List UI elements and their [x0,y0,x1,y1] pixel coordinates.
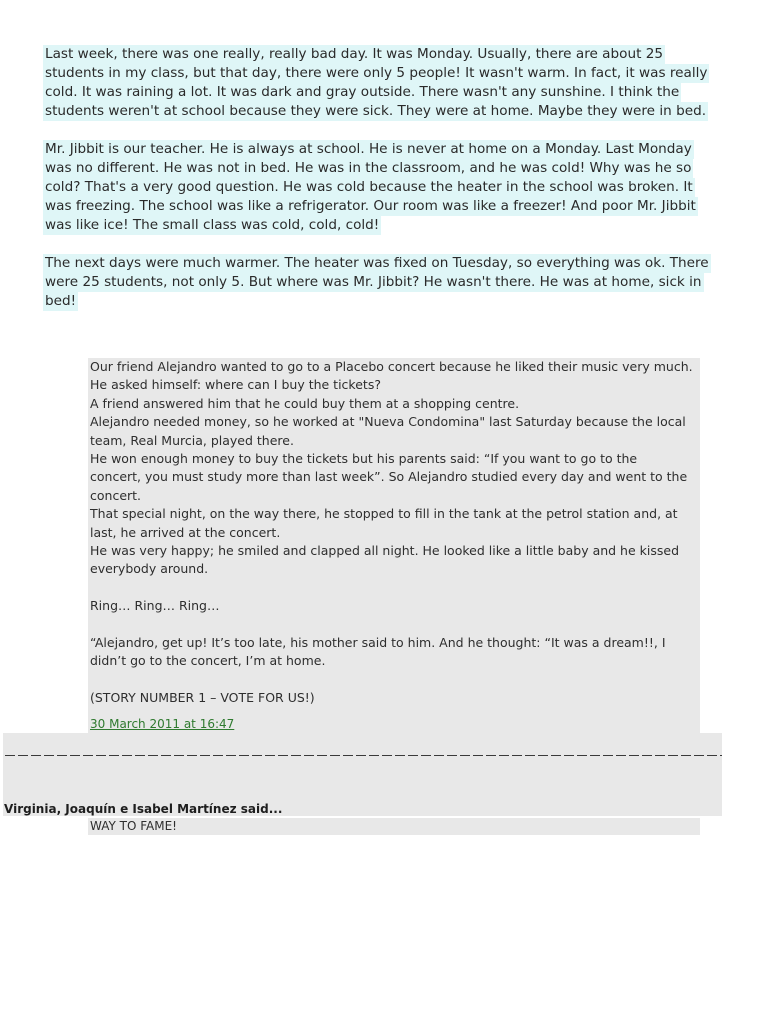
comment-line: everybody around. [90,561,209,577]
next-comment-text: WAY TO FAME! [90,819,177,833]
story-paragraph [43,45,711,121]
story-line: Mr. Jibbit is our teacher. He is always at school. He is never at home on a Monday. Last Monday [45,141,692,157]
comment-line: Alejandro needed money, so he worked at "Nueva Condomina" last Saturday because the local [90,414,686,430]
story-line: bed! [45,293,77,309]
comment-line: A friend answered him that he could buy them at a shopping centre. [90,395,520,411]
comment-line: team, Real Murcia, played there. [90,432,294,448]
story-line: was like ice! The small class was cold, cold, cold! [45,217,380,233]
comment-timestamp [88,715,700,733]
story-line: students in my class, but that day, there were only 5 people! It wasn't warm. In fact, it was really [45,65,708,81]
comment-body [88,358,700,579]
story-paragraph [43,254,711,311]
comment-ring-line: Ring… Ring… Ring… [90,598,220,614]
story-line: was freezing. The school was like a refrigerator. Our room was like a freezer! And poor Mr. Jibbit [45,198,696,214]
comment-timestamp-link[interactable]: 30 March 2011 at 16:47 [90,717,235,732]
comment-line: He was very happy; he smiled and clapped all night. He looked like a little baby and he kissed [90,542,680,558]
comment-vote-group [88,689,700,707]
comment-line: last, he arrived at the concert. [90,524,281,540]
comment-line: concert. [90,487,142,503]
story-text [43,45,711,330]
comment-line: He asked himself: where can I buy the tickets? [90,377,381,393]
story-line: was no different. He was not in bed. He was in the classroom, and he was cold! Why was he so [45,160,692,176]
story-line: cold? That's a very good question. He was cold because the heater in the school was broken. It [45,179,693,195]
comment-line: That special night, on the way there, he stopped to fill in the tank at the petrol station and, at [90,506,678,522]
comment-line: “Alejandro, get up! It’s too late, his mother said to him. And he thought: “It was a dream!!, I [90,634,666,650]
comment-line: concert, you must study more than last week”. So Alejandro studied every day and went to the [90,469,688,485]
next-comment-body [88,818,700,835]
comment-author: Virginia, Joaquín e Isabel Martínez said... [4,802,283,816]
story-line: cold. It was raining a lot. It was dark and gray outside. There wasn't any sunshine. I think the [45,84,680,100]
story-line: students weren't at school because they were sick. They were at home. Maybe they were in bed. [45,103,707,119]
story-line: Last week, there was one really, really bad day. It was Monday. Usually, there are about 25 [45,46,664,62]
comment-divider [5,755,722,756]
comment-line: didn’t go to the concert, I’m at home. [90,653,326,669]
comment-ending [88,634,700,671]
story-line: The next days were much warmer. The heater was fixed on Tuesday, so everything was ok. There [45,255,709,271]
comment-separator-band [3,733,722,816]
story-line: were 25 students, not only 5. But where was Mr. Jibbit? He wasn't there. He was at home, sick in [45,274,702,290]
comment-post [88,358,700,733]
comment-line: Our friend Alejandro wanted to go to a Placebo concert because he liked their music very much. [90,359,693,374]
comment-vote-line: (STORY NUMBER 1 – VOTE FOR US!) [90,690,315,706]
story-paragraph [43,140,711,235]
comment-line: He won enough money to buy the tickets but his parents said: “If you want to go to the [90,450,638,466]
comment-ring-line-group [88,597,700,615]
